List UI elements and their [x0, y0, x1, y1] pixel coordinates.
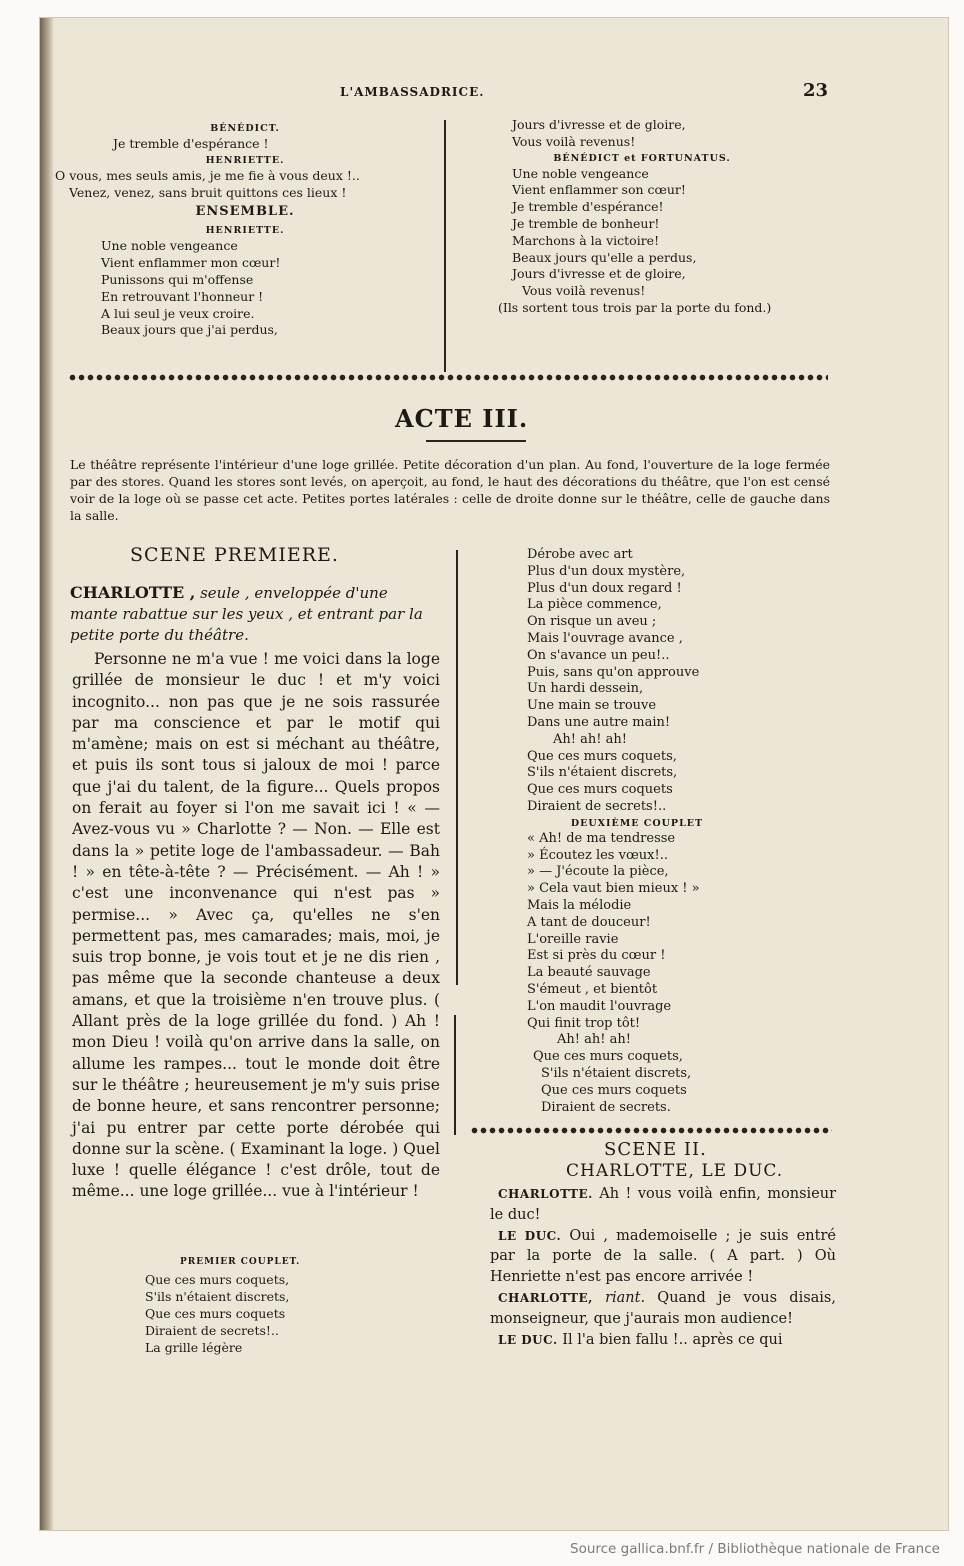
verse-line: S'émeut , et bientôt — [527, 981, 658, 997]
lower-column-divider — [456, 550, 458, 985]
verse-line: On s'avance un peu!.. — [527, 647, 670, 663]
dialogue-text: Oui , mademoiselle ; je suis entré par la porte de la salle. ( A part. ) Où Henriette n'est pas encore arrivée ! — [490, 1227, 836, 1286]
verse-line: Beaux jours qu'elle a perdus, — [512, 249, 697, 265]
verse-line: La grille légère — [145, 1340, 243, 1355]
dialogue-speaker: CHARLOTTE, — [498, 1290, 593, 1305]
verse-line: Ah! ah! ah! — [557, 1032, 631, 1048]
act-title-rule — [426, 440, 526, 442]
page-spine — [40, 18, 54, 1530]
verse-line: Que ces murs coquets — [527, 782, 673, 798]
page-number: 23 — [803, 80, 829, 101]
scene-1-direction-text: seule , enveloppée d'une mante rabattue sur les yeux , et entrant par la petite porte du théâtre. — [70, 584, 423, 644]
verse-line: Je tremble d'espérance ! — [113, 136, 269, 151]
dialogue-line — [490, 1288, 836, 1330]
verse-line: Plus d'un doux regard ! — [527, 580, 682, 596]
verse-line: Une noble vengeance — [512, 165, 649, 181]
right-column-verse — [527, 547, 747, 1116]
verse-line: Vous voilà revenus! — [522, 283, 646, 299]
ensemble-heading: ENSEMBLE. — [195, 204, 295, 220]
verse-line: Que ces murs coquets, — [533, 1049, 683, 1065]
top-column-divider — [444, 120, 446, 372]
verse-line: Marchons à la victoire! — [512, 232, 660, 248]
verse-line: Diraient de secrets!.. — [527, 798, 667, 814]
scene-1-stage-direction — [70, 582, 440, 646]
verse-line: Que ces murs coquets, — [145, 1272, 290, 1287]
dialogue-text: Ah ! vous voilà enfin, monsieur le duc! — [490, 1186, 836, 1223]
monologue-text: Personne ne m'a vue ! me voici dans la loge grillée de monsieur le duc ! et m'y voici incognito... non pas que je ne sois rassurée par ma conscience et par le motif qui m'amène; mais on est si méchant au théâtre, et puis ils sont tous si jaloux de moi ! parce que j'ai du talent, de la figure... Quels propos on ferait au foyer si l'on me savait ici ! « — Avez-vous vu » Charlotte ? — Non. — Elle est dans la » petite loge de l'ambassadeur. — Bah ! » en tête-à-tête ? — Précisément. — Ah ! » c'est une inconvenance qui n'est pas » permise... » Avec ça, qu'elles ne s'en permettent pas, mes camarades; mais, moi, je suis trop bonne, je vois tout et je ne dis rien , pas même que la seconde chanteuse a deux amans, et que la troisième n'en trouve plus. ( Allant près de la loge grillée du fond. ) Ah ! mon Dieu ! voilà qu'on arrive dans la salle, on allume les rampes... tout le monde doit être sur le théâtre ; heureusement je m'y suis prise de bonne heure, et sans rencontrer personne; j'ai pu entrer par cette porte dérobée qui donne sur la scène. ( Examinant la loge. ) Quel luxe ! quelle élégance ! c'est drôle, tout de même... une loge grillée... vue à l'intérieur ! — [72, 650, 440, 1201]
scene-2-cast: CHARLOTTE, LE DUC. — [566, 1161, 784, 1181]
top-right-verse — [492, 117, 832, 317]
verse-line: Dérobe avec art — [527, 547, 633, 562]
verse-line: S'ils n'étaient discrets, — [145, 1289, 290, 1304]
dialogue-line — [490, 1184, 836, 1226]
speaker-name: HENRIETTE. — [205, 225, 285, 237]
scene-1-monologue — [72, 649, 440, 1203]
verse-line: Punissons qui m'offense — [101, 271, 254, 287]
running-title: L'AMBASSADRICE. — [340, 85, 485, 99]
top-left-verse — [55, 121, 435, 339]
speaker-name: BÉNÉDICT. — [210, 123, 280, 134]
verse-line: Je tremble d'espérance! — [512, 199, 664, 215]
verse-line: S'ils n'étaient discrets, — [527, 765, 678, 781]
premier-couplet-label: PREMIER COUPLET. — [180, 1257, 301, 1267]
verse-line: Je tremble de bonheur! — [512, 215, 660, 231]
verse-line: On risque un aveu ; — [527, 614, 657, 630]
verse-line: » — J'écoute la pièce, — [527, 864, 669, 880]
verse-line: Jours d'ivresse et de gloire, — [512, 117, 686, 132]
verse-line: Est si près du cœur ! — [527, 948, 666, 964]
verse-line: Mais l'ouvrage avance , — [527, 630, 683, 646]
verse-line: Diraient de secrets. — [541, 1099, 671, 1115]
dialogue-direction: riant. — [592, 1289, 646, 1306]
ornamental-divider — [68, 374, 828, 381]
verse-line: Puis, sans qu'on approuve — [527, 664, 700, 680]
verse-line: Qui finit trop tôt! — [527, 1015, 641, 1031]
dialogue-line — [490, 1226, 836, 1288]
scene-2-dialogue — [490, 1184, 836, 1350]
verse-line: » Cela vaut bien mieux ! » — [527, 881, 700, 897]
verse-line: Un hardi dessein, — [527, 681, 644, 697]
verse-line: Venez, venez, sans bruit quittons ces lieux ! — [69, 184, 347, 200]
verse-line: » Écoutez les vœux!.. — [527, 847, 669, 863]
verse-line: (Ils sortent tous trois par la porte du fond.) — [498, 299, 772, 315]
verse-line: L'oreille ravie — [527, 931, 619, 947]
source-footer: Source gallica.bnf.fr / Bibliothèque nationale de France — [570, 1541, 940, 1557]
verse-line: Jours d'ivresse et de gloire, — [512, 266, 686, 282]
verse-line: Que ces murs coquets, — [527, 748, 677, 764]
dialogue-speaker: LE DUC. — [498, 1332, 558, 1347]
act-title: ACTE III. — [395, 404, 529, 433]
lower-column-divider-2 — [454, 1015, 456, 1135]
speaker-name: BÉNÉDICT et FORTUNATUS. — [553, 152, 731, 164]
verse-line: Dans une autre main! — [527, 714, 671, 730]
verse-line: Plus d'un doux mystère, — [527, 563, 686, 579]
verse-line: En retrouvant l'honneur ! — [101, 288, 264, 304]
verse-line: O vous, mes seuls amis, je me fie à vous deux !.. — [55, 167, 360, 183]
verse-line: A lui seul je veux croire. — [101, 305, 255, 321]
verse-line: Beaux jours que j'ai perdus, — [101, 322, 278, 338]
dialogue-text: Quand je vous disais, monseigneur, que j'aurais mon audience! — [490, 1289, 836, 1327]
premier-couplet-verse — [145, 1271, 289, 1356]
verse-line: L'on maudit l'ouvrage — [527, 998, 672, 1014]
verse-line: Mais la mélodie — [527, 897, 632, 913]
verse-line: Vous voilà revenus! — [512, 133, 636, 149]
verse-line: Une noble vengeance — [101, 238, 238, 254]
scene-2-divider — [470, 1127, 832, 1134]
verse-line: Vient enflammer mon cœur! — [101, 255, 281, 271]
verse-line: Ah! ah! ah! — [553, 731, 627, 747]
dialogue-text: Il l'a bien fallu !.. après ce qui — [557, 1331, 783, 1348]
verse-line: Une main se trouve — [527, 698, 657, 714]
verse-line: Que ces murs coquets — [145, 1306, 286, 1321]
verse-line: Diraient de secrets!.. — [145, 1323, 279, 1338]
verse-line: Vient enflammer son cœur! — [512, 182, 686, 198]
dialogue-speaker: LE DUC. — [498, 1228, 562, 1243]
verse-line: A tant de douceur! — [527, 914, 651, 930]
dialogue-speaker: CHARLOTTE. — [498, 1187, 593, 1201]
verse-line: « Ah! de ma tendresse — [527, 830, 676, 846]
scene-1-title: SCENE PREMIERE. — [130, 544, 339, 566]
speaker-name: DEUXIÈME COUPLET — [570, 817, 704, 829]
verse-line: S'ils n'étaient discrets, — [541, 1065, 692, 1081]
verse-line: La beauté sauvage — [527, 965, 651, 981]
verse-line: Que ces murs coquets — [541, 1082, 687, 1098]
verse-line: La pièce commence, — [527, 597, 662, 613]
scene-2-title: SCENE II. — [604, 1139, 707, 1160]
speaker-name: HENRIETTE. — [205, 154, 285, 166]
dialogue-line — [490, 1330, 836, 1351]
act-description: Le théâtre représente l'intérieur d'une loge grillée. Petite décoration d'un plan. Au fond, l'ouverture de la loge fermée par des stores. Quand les stores sont levés, on aperçoit, au fond, le haut des décorations du théâtre, que l'on est censé voir de la loge où se passe cet acte. Petites portes latérales : celle de droite donne sur le théâtre, celle de gauche dans la salle. — [70, 457, 830, 523]
scene-1-character: CHARLOTTE , — [70, 583, 196, 602]
